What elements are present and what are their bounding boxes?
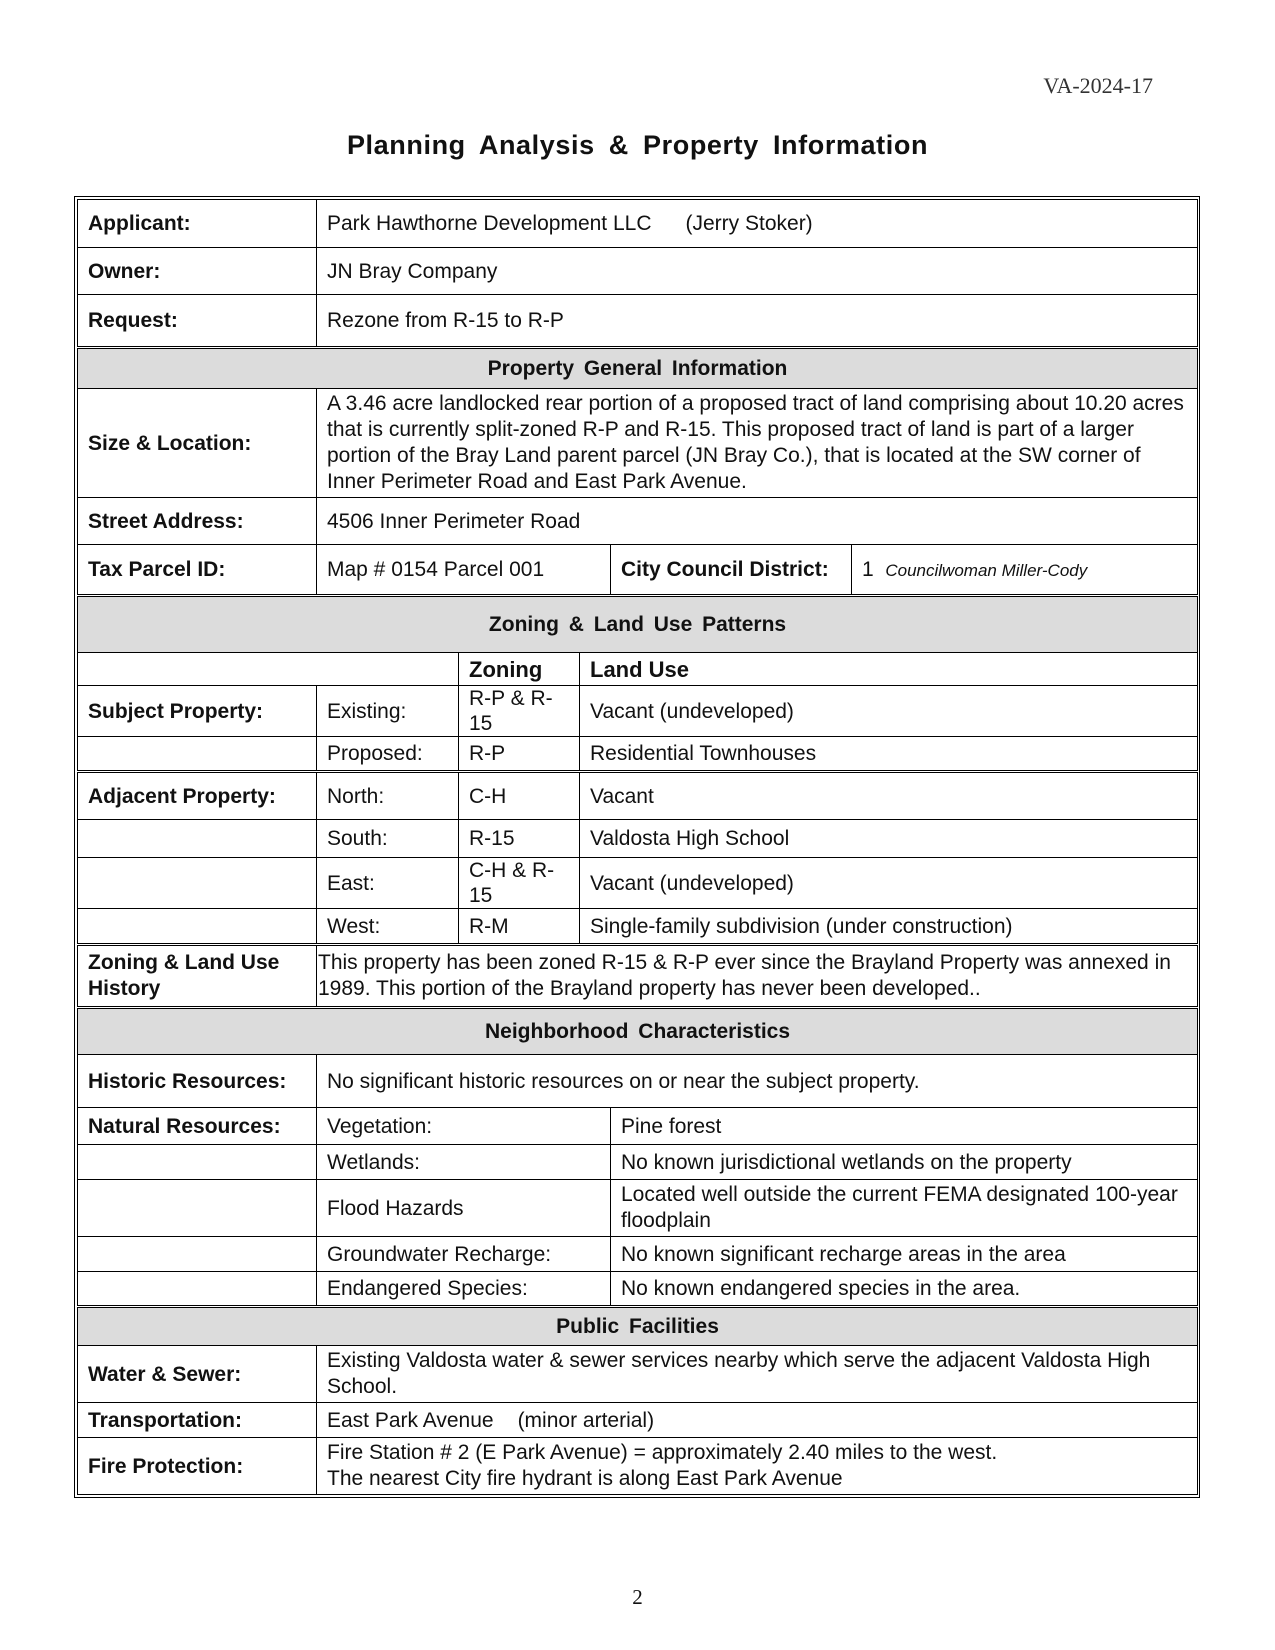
adjacent-south-row <box>78 820 1198 858</box>
row-zoning: R-P & R-15 <box>459 686 580 737</box>
transportation-row <box>78 1403 1198 1438</box>
row-land-use: Vacant (undeveloped) <box>580 858 1198 909</box>
size-location-row <box>78 389 1198 498</box>
transportation-label: Transportation: <box>78 1403 317 1438</box>
council-district-value: 1 Councilwoman Miller-Cody <box>852 545 1198 596</box>
subject-property-label: Subject Property: <box>78 686 317 737</box>
land-use-col-header: Land Use <box>580 653 1198 686</box>
case-id: VA-2024-17 <box>1043 73 1153 98</box>
row-kind: East: <box>317 858 459 909</box>
natural-value: Pine forest <box>611 1108 1198 1145</box>
row-kind: South: <box>317 820 459 858</box>
zoning-history-row <box>78 945 1198 1008</box>
water-sewer-label: Water & Sewer: <box>78 1346 317 1403</box>
water-sewer-row <box>78 1346 1198 1403</box>
adjacent-north-row <box>78 772 1198 820</box>
section-public-facilities <box>78 1307 1198 1346</box>
fire-protection-value: Fire Station # 2 (E Park Avenue) = approximately 2.40 miles to the west. The nearest City fire hydrant is along East Park Avenue <box>317 1438 1198 1495</box>
zoning-history-label: Zoning & Land Use History <box>78 945 317 1008</box>
row-zoning: R-M <box>459 909 580 945</box>
row-kind: West: <box>317 909 459 945</box>
natural-row <box>78 1237 1198 1272</box>
natural-value: No known endangered species in the area. <box>611 1272 1198 1307</box>
street-address-label: Street Address: <box>78 498 317 545</box>
section-heading: Neighborhood Characteristics <box>78 1008 1198 1055</box>
zoning-header-row <box>78 653 1198 686</box>
natural-item: Wetlands: <box>317 1145 611 1180</box>
row-land-use: Vacant (undeveloped) <box>580 686 1198 737</box>
fire-protection-label: Fire Protection: <box>78 1438 317 1495</box>
row-kind: Proposed: <box>317 737 459 772</box>
fire-protection-row <box>78 1438 1198 1495</box>
page-number: 2 <box>632 1585 643 1609</box>
natural-value: No known jurisdictional wetlands on the property <box>611 1145 1198 1180</box>
zoning-col-header: Zoning <box>459 653 580 686</box>
row-kind: North: <box>317 772 459 820</box>
row-land-use: Vacant <box>580 772 1198 820</box>
transportation-value: East Park Avenue (minor arterial) <box>317 1403 1198 1438</box>
row-zoning: R-15 <box>459 820 580 858</box>
row-zoning: R-P <box>459 737 580 772</box>
natural-item: Vegetation: <box>317 1108 611 1145</box>
row-zoning: C-H & R-15 <box>459 858 580 909</box>
section-zoning <box>78 596 1198 653</box>
request-value: Rezone from R-15 to R-P <box>317 295 1198 348</box>
natural-row <box>78 1180 1198 1237</box>
request-label: Request: <box>78 295 317 348</box>
tax-parcel-row <box>78 545 1198 596</box>
size-location-value: A 3.46 acre landlocked rear portion of a proposed tract of land comprising about 10.20 acres that is currently split-zoned R-P and R-15. This proposed tract of land is part of a larger portion of the Bray Land parent parcel (JN Bray Co.), that is located at the SW corner of Inner Perimeter Road and East Park Avenue. <box>317 389 1198 498</box>
owner-value: JN Bray Company <box>317 248 1198 295</box>
row-zoning: C-H <box>459 772 580 820</box>
applicant-value: Park Hawthorne Development LLC (Jerry Stoker) <box>317 200 1198 248</box>
section-heading: Property General Information <box>78 348 1198 389</box>
street-address-row <box>78 498 1198 545</box>
row-kind: Existing: <box>317 686 459 737</box>
adjacent-west-row <box>78 909 1198 945</box>
property-info-table <box>74 196 1200 1498</box>
council-member: Councilwoman Miller-Cody <box>885 560 1088 580</box>
tax-parcel-value: Map # 0154 Parcel 001 <box>317 545 611 596</box>
natural-item: Endangered Species: <box>317 1272 611 1307</box>
applicant-row <box>78 200 1198 248</box>
water-sewer-value: Existing Valdosta water & sewer services nearby which serve the adjacent Valdosta High School. <box>317 1346 1198 1403</box>
natural-value: No known significant recharge areas in the area <box>611 1237 1198 1272</box>
natural-item: Groundwater Recharge: <box>317 1237 611 1272</box>
size-location-label: Size & Location: <box>78 389 317 498</box>
row-land-use: Valdosta High School <box>580 820 1198 858</box>
natural-row <box>78 1272 1198 1307</box>
natural-value: Located well outside the current FEMA designated 100-year floodplain <box>611 1180 1198 1237</box>
applicant-label: Applicant: <box>78 200 317 248</box>
adjacent-east-row <box>78 858 1198 909</box>
row-land-use: Single-family subdivision (under construction) <box>580 909 1198 945</box>
natural-resources-label: Natural Resources: <box>78 1108 317 1145</box>
page-title: Planning Analysis & Property Information <box>346 130 929 160</box>
row-land-use: Residential Townhouses <box>580 737 1198 772</box>
historic-resources-row <box>78 1055 1198 1108</box>
section-heading: Zoning & Land Use Patterns <box>78 596 1198 653</box>
subject-existing-row <box>78 686 1198 737</box>
section-property-general <box>78 348 1198 389</box>
zoning-history-value: This property has been zoned R-15 & R-P ever since the Brayland Property was annexed in 1989. This portion of the Brayland property has never been developed.. <box>317 945 1198 1008</box>
owner-row <box>78 248 1198 295</box>
section-heading: Public Facilities <box>78 1307 1198 1346</box>
natural-row <box>78 1145 1198 1180</box>
subject-proposed-row <box>78 737 1198 772</box>
historic-resources-value: No significant historic resources on or near the subject property. <box>317 1055 1198 1108</box>
historic-resources-label: Historic Resources: <box>78 1055 317 1108</box>
owner-label: Owner: <box>78 248 317 295</box>
tax-parcel-label: Tax Parcel ID: <box>78 545 317 596</box>
council-district-label: City Council District: <box>611 545 852 596</box>
adjacent-property-label: Adjacent Property: <box>78 772 317 820</box>
natural-item: Flood Hazards <box>317 1180 611 1237</box>
street-address-value: 4506 Inner Perimeter Road <box>317 498 1198 545</box>
natural-row <box>78 1108 1198 1145</box>
request-row <box>78 295 1198 348</box>
section-neighborhood <box>78 1008 1198 1055</box>
